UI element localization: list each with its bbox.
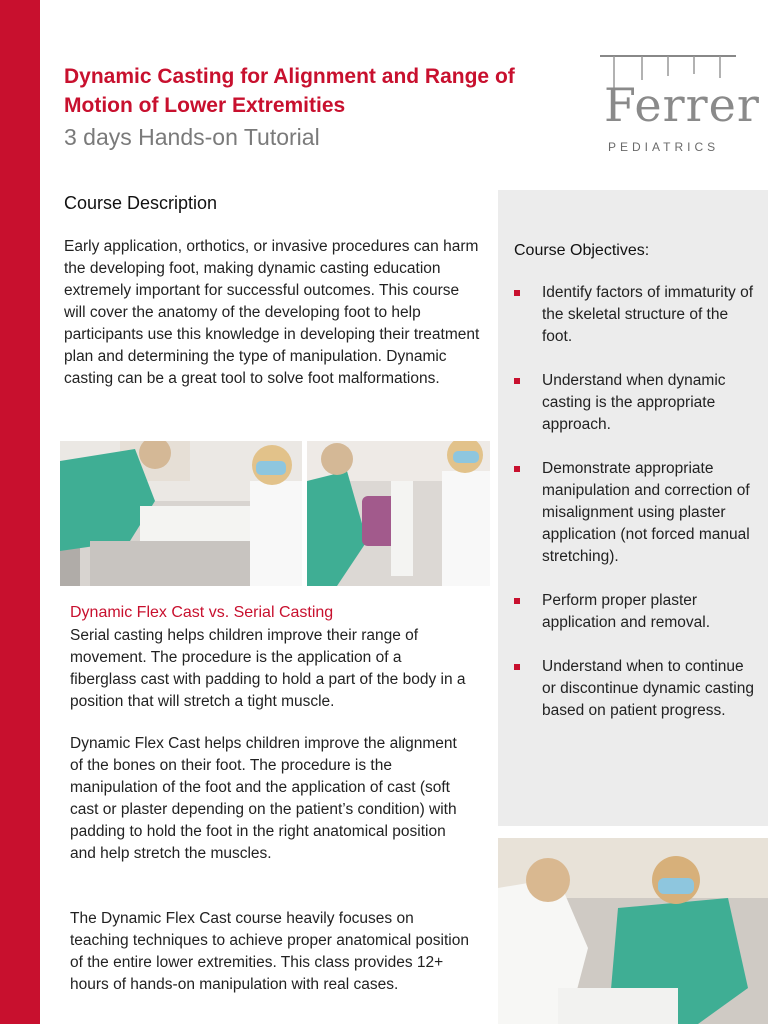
objective-text: Identify factors of immaturity of the skeletal structure of the foot. — [542, 284, 754, 345]
logo-tagline: PEDIATRICS — [608, 140, 720, 154]
objectives-list — [514, 282, 759, 744]
flex-cast-heading: Dynamic Flex Cast vs. Serial Casting — [70, 604, 334, 621]
bullet-square-icon — [514, 466, 520, 472]
course-focus-paragraph: The Dynamic Flex Cast course heavily focuses on teaching techniques to achieve proper anatomical position of the entire lower extremities. This class provides 12+ hours of hands-on manipulation with real cases. — [70, 910, 469, 993]
objective-text: Understand when dynamic casting is the appropriate approach. — [542, 372, 726, 433]
course-objectives-title: Course Objectives: — [514, 242, 650, 259]
bullet-square-icon — [514, 664, 520, 670]
serial-casting-paragraph: Serial casting helps children improve their range of movement. The procedure is the application of a fiberglass cast with padding to hold a part of the body in a position that will stretch a tight muscle. — [70, 627, 466, 710]
bullet-square-icon — [514, 378, 520, 384]
accent-side-bar — [0, 0, 40, 1024]
objective-text: Understand when to continue or discontinue dynamic casting based on patient progress. — [542, 658, 754, 719]
objective-item — [514, 458, 759, 568]
page-title: Dynamic Casting for Alignment and Range of Motion of Lower Extremities — [64, 65, 515, 117]
course-description-heading: Course Description — [64, 193, 218, 213]
logo-wordmark: Ferrer — [604, 78, 760, 132]
bullet-square-icon — [514, 290, 520, 296]
ferrer-pediatrics-logo — [598, 54, 760, 158]
objective-text: Perform proper plaster application and removal. — [542, 592, 711, 631]
casting-photo-bottom — [498, 838, 768, 1024]
casting-photo-left — [60, 441, 302, 586]
objective-item — [514, 656, 759, 722]
casting-photo-right — [307, 441, 490, 586]
objective-item — [514, 282, 759, 348]
flex-cast-paragraph: Dynamic Flex Cast helps children improve the alignment of the bones on their foot. The procedure is the manipulation of the foot and the application of cast (soft cast or plaster depending on the patient’s condition) with padding to hold the foot in the right anatomical position and help stretch the muscles. — [70, 735, 457, 862]
objective-item — [514, 590, 759, 634]
page-subtitle: 3 days Hands-on Tutorial — [64, 124, 320, 150]
objective-text: Demonstrate appropriate manipulation and correction of misalignment using plaster application (not forced manual stretching). — [542, 460, 750, 565]
objective-item — [514, 370, 759, 436]
course-objectives-panel — [498, 190, 768, 826]
bullet-square-icon — [514, 598, 520, 604]
course-description-text: Early application, orthotics, or invasive procedures can harm the developing foot, making dynamic casting education extremely important for successful outcomes. This course will cover the anatomy of the developing foot to help participants use this knowledge in developing their treatment plan and determining the type of manipulation. Dynamic casting can be a great tool to solve foot malformations. — [64, 238, 480, 387]
